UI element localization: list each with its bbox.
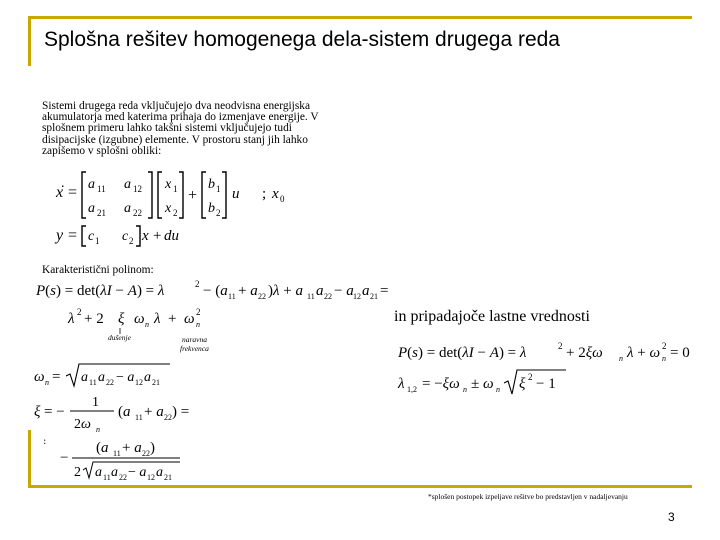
char-poly-label: Karakteristični polinom:: [42, 264, 154, 276]
svg-text:11: 11: [228, 292, 236, 301]
svg-text:21: 21: [164, 473, 172, 482]
svg-text:21: 21: [152, 378, 160, 387]
svg-text:): ): [150, 440, 155, 456]
intro-paragraph: Sistemi drugega reda vključujejo dva neodvisna energijska akumulatorja med katerima prihaja do izmenjave energije. V splošnem primeru lahko takšni sistemi vključujejo tudi disipacijske (izgubne) elemente. V prostoru stanj jih lahko zapišemo v splošni obliki:: [42, 100, 319, 157]
svg-text:n: n: [196, 320, 200, 329]
svg-text:22: 22: [106, 378, 114, 387]
svg-text:x: x: [272, 186, 279, 202]
svg-text:c: c: [122, 229, 129, 244]
svg-text:+ a: + a: [122, 440, 142, 456]
svg-text:12: 12: [135, 378, 143, 387]
svg-text:2ω: 2ω: [74, 417, 91, 432]
svg-text:;: ;: [262, 186, 267, 202]
annotation-natural: naravna: [182, 335, 207, 344]
svg-text:22: 22: [142, 449, 150, 458]
svg-text:c: c: [88, 229, 95, 244]
xi-expanded: [58, 436, 198, 482]
svg-text:− a: − a: [128, 465, 147, 480]
svg-text:n: n: [96, 425, 100, 434]
svg-text:a: a: [124, 177, 131, 192]
svg-text:(a: (a: [118, 404, 131, 420]
svg-text:1,2: 1,2: [407, 385, 417, 394]
svg-text:ω: ω: [34, 369, 45, 385]
svg-text:11: 11: [113, 449, 121, 458]
svg-text:x: x: [56, 184, 64, 201]
svg-text:22: 22: [258, 292, 266, 301]
svg-text:2: 2: [216, 208, 221, 218]
svg-text:λ + ω: λ + ω: [627, 345, 661, 361]
svg-text:ξ: ξ: [34, 404, 41, 420]
svg-text:1: 1: [92, 395, 99, 410]
svg-text:n: n: [619, 354, 623, 363]
svg-text:P(s) = det(λI − A) = λ: P(s) = det(λI − A) = λ: [36, 283, 165, 299]
svg-text:+ 2ξω: + 2ξω: [566, 345, 603, 361]
svg-text:2: 2: [129, 236, 134, 246]
char-poly-equation: [34, 278, 394, 302]
svg-text:11: 11: [135, 413, 143, 422]
svg-text:a: a: [144, 370, 151, 385]
svg-text:− a: − a: [116, 370, 135, 385]
xi-equation: [32, 390, 192, 436]
svg-text:=: =: [68, 227, 78, 244]
svg-text:(a: (a: [96, 440, 109, 456]
svg-text:ξ: ξ: [519, 376, 526, 392]
svg-text:ξ: ξ: [118, 311, 125, 327]
svg-text:+: +: [188, 187, 198, 204]
omega-n-equation: [32, 360, 182, 390]
svg-text:21: 21: [370, 292, 378, 301]
svg-text:P(s) = det(λI − A) = λ: P(s) = det(λI − A) = λ: [398, 345, 527, 361]
svg-text:a: a: [98, 370, 105, 385]
svg-text:2: 2: [173, 208, 178, 218]
svg-text:a: a: [81, 370, 88, 385]
svg-text:= −ξω: = −ξω: [422, 376, 460, 392]
svg-text:λ: λ: [68, 311, 75, 327]
svg-text:y: y: [56, 227, 64, 244]
svg-text:11: 11: [103, 473, 111, 482]
svg-text:1: 1: [95, 236, 100, 246]
svg-text:1: 1: [173, 184, 178, 194]
svg-text:x: x: [165, 201, 172, 216]
svg-text:+ a: + a: [144, 404, 164, 420]
svg-text:a: a: [111, 465, 118, 480]
svg-text:a: a: [124, 201, 131, 216]
svg-text:= 0: = 0: [670, 345, 690, 361]
svg-text:λ: λ: [398, 376, 405, 392]
svg-text:b: b: [208, 201, 215, 216]
svg-text:0: 0: [280, 194, 285, 204]
svg-text:a: a: [88, 201, 95, 216]
svg-text:22: 22: [164, 413, 172, 422]
svg-text:± ω: ± ω: [471, 376, 494, 392]
eigenvalues-equation: [396, 366, 596, 398]
svg-text:=: =: [68, 184, 78, 201]
svg-text:2: 2: [196, 307, 201, 317]
eigen-label: in pripadajoče lastne vrednosti: [394, 308, 590, 325]
page-title: Splošna rešitev homogenega dela-sistem drugega reda: [44, 28, 560, 51]
normalized-poly: [66, 304, 246, 352]
bottom-accent-bar: [28, 485, 692, 488]
annotation-damping: dušenje: [108, 333, 131, 342]
footnote: *splošen postopek izpeljave rešitve bo predstavljen v nadaljevanju: [428, 492, 628, 501]
svg-text:= −: = −: [44, 404, 65, 420]
svg-text:n: n: [45, 378, 49, 387]
svg-text:2: 2: [74, 465, 81, 480]
svg-text:)λ + a: )λ + a: [268, 283, 303, 299]
svg-text:22: 22: [133, 208, 142, 218]
svg-text:.: .: [61, 176, 65, 191]
svg-text:=: =: [52, 369, 61, 385]
svg-text:x: x: [142, 228, 149, 244]
svg-text:11: 11: [89, 378, 97, 387]
svg-text:+ 2: + 2: [84, 311, 104, 327]
svg-text:+: +: [168, 311, 177, 327]
svg-text:n: n: [463, 385, 467, 394]
svg-text:n: n: [662, 354, 666, 363]
svg-text:ω: ω: [134, 311, 145, 327]
svg-text:2: 2: [195, 279, 200, 289]
svg-text:− a: − a: [334, 283, 354, 299]
svg-text:2: 2: [662, 341, 667, 351]
svg-text:a: a: [316, 283, 324, 299]
svg-text:) =: ) =: [172, 404, 190, 420]
annotation-frequency: frekvenca: [180, 344, 209, 353]
svg-text:n: n: [496, 385, 500, 394]
svg-text:11: 11: [97, 184, 106, 194]
svg-text:12: 12: [133, 184, 142, 194]
svg-text:λ: λ: [154, 311, 161, 327]
svg-text:n: n: [145, 320, 149, 329]
svg-text:2: 2: [528, 372, 533, 382]
svg-text:21: 21: [97, 208, 106, 218]
top-accent-bar: [28, 16, 692, 19]
page-number: 3: [668, 510, 675, 524]
svg-text:a: a: [156, 465, 163, 480]
svg-text:2: 2: [77, 307, 82, 317]
lower-left-accent-bar: [28, 430, 31, 488]
svg-text:11: 11: [307, 292, 315, 301]
svg-text:− (a: − (a: [203, 283, 228, 299]
svg-text:a: a: [362, 283, 370, 299]
svg-text:12: 12: [147, 473, 155, 482]
svg-text:du: du: [164, 228, 179, 244]
normalized-char-poly: [396, 338, 696, 366]
svg-text:a: a: [95, 465, 102, 480]
svg-text:12: 12: [353, 292, 361, 301]
svg-text:+: +: [153, 228, 162, 244]
svg-text:+ a: + a: [238, 283, 258, 299]
left-accent-bar: [28, 16, 31, 66]
svg-text:b: b: [208, 177, 215, 192]
svg-text:x: x: [165, 177, 172, 192]
svg-text:a: a: [88, 177, 95, 192]
svg-text:1: 1: [216, 184, 221, 194]
svg-text:u: u: [232, 186, 240, 202]
svg-text:22: 22: [119, 473, 127, 482]
svg-text:−: −: [60, 450, 69, 466]
svg-text:2: 2: [558, 341, 563, 351]
svg-text:− 1: − 1: [536, 376, 556, 392]
colon-mark: :: [43, 436, 47, 447]
state-space-equation: [52, 166, 302, 250]
svg-text:22: 22: [324, 292, 332, 301]
svg-text:ω: ω: [184, 311, 195, 327]
svg-text:=: =: [380, 283, 389, 299]
